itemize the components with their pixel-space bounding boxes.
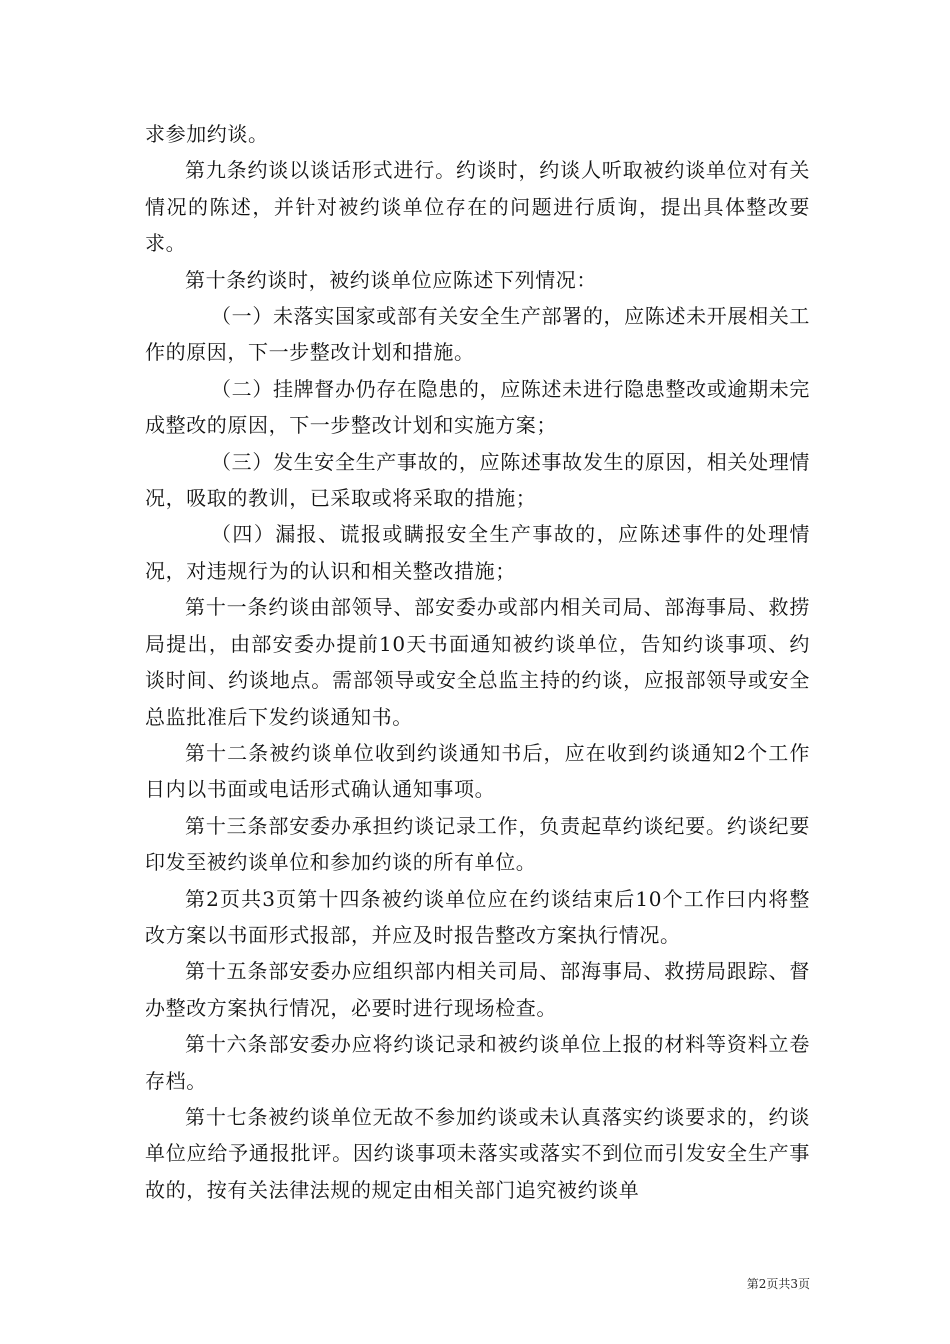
paragraph-article-17: 第十七条被约谈单位无故不参加约谈或未认真落实约谈要求的，约谈单位应给予通报批评。因约谈事项未落实或落实不到位而引发安全生产事故的，按有关法律法规的规定由相关部门追究被约谈单 [145,1104,810,1202]
paragraph-article-10: 第十条约谈时，被约谈单位应陈述下列情况： [185,267,597,292]
paragraph-item-3: （三）发生安全生产事故的，应陈述事故发生的原因，相关处理情况，吸取的教训，已采取或将采取的措施； [145,449,810,511]
paragraph-article-13: 第十三条部安委办承担约谈记录工作，负责起草约谈纪要。约谈纪要印发至被约谈单位和参加约谈的所有单位。 [145,813,810,875]
paragraph-item-1: （一）未落实国家或部有关安全生产部署的，应陈述未开展相关工作的原因，下一步整改计划和措施。 [145,304,810,365]
page-number-footer: 第2页共3页 [746,1277,810,1291]
paragraph-article-11: 第十一条约谈由部领导、部安委办或部内相关司局、部海事局、救捞局提出，由部安委办提前10天书面通知被约谈单位，告知约谈事项、约谈时间、约谈地点。需部领导或安全总监主持的约谈，应报部领导或安全总监批准后下发约谈通知书。 [145,595,810,729]
paragraph-article-9: 第九条约谈以谈话形式进行。约谈时，约谈人听取被约谈单位对有关情况的陈述，并针对被约谈单位存在的问题进行质询，提出具体整改要求。 [145,158,810,256]
paragraph-article-15: 第十五条部安委办应组织部内相关司局、部海事局、救捞局跟踪、督办整改方案执行情况，必要时进行现场检查。 [145,959,810,1020]
paragraph-item-4: （四）漏报、谎报或瞒报安全生产事故的，应陈述事件的处理情况，对违规行为的认识和相关整改措施； [145,522,810,583]
paragraph-item-2: （二）挂牌督办仍存在隐患的，应陈述未进行隐患整改或逾期未完成整改的原因，下一步整改计划和实施方案； [145,376,810,438]
paragraph-article-14: 第2页共3页第十四条被约谈单位应在约谈结束后10个工作曰内将整改方案以书面形式报部，并应及时报告整改方案执行情况。 [145,886,810,947]
paragraph-article-16: 第十六条部安委办应将约谈记录和被约谈单位上报的材料等资料立卷存档。 [145,1032,810,1093]
paragraph-article-12: 第十二条被约谈单位收到约谈通知书后，应在收到约谈通知2个工作日内以书面或电话形式确认通知事项。 [145,740,810,802]
document-body [145,116,810,1208]
paragraph-continuation: 求参加约谈。 [145,122,269,146]
